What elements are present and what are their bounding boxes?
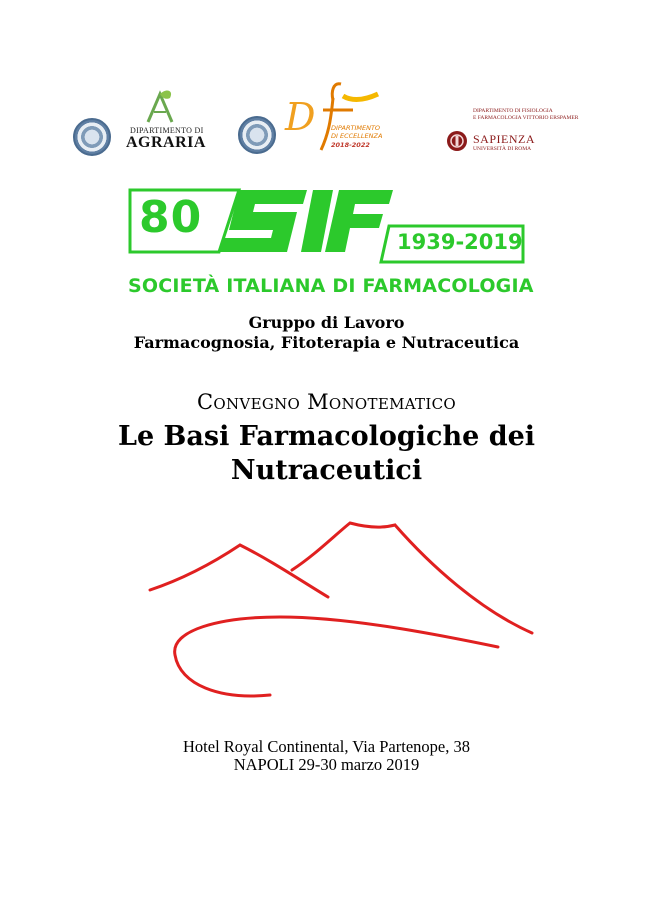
sif-society-name: SOCIETÀ ITALIANA DI FARMACOLOGIA (128, 275, 534, 297)
vesuvius-illustration (140, 515, 540, 705)
svg-text:D: D (285, 95, 316, 139)
df-label-line2: DI ECCELLENZA (331, 132, 383, 140)
event-title-line1: Le Basi Farmacologiche dei (117, 421, 536, 452)
group-subtitle: Farmacognosia, Fitoterapia e Nutraceutica (133, 333, 520, 352)
sapienza-emblem-icon (446, 130, 468, 152)
df-years: 2018-2022 (331, 141, 370, 149)
group-title: Gruppo di Lavoro (248, 313, 405, 332)
sapienza-dept-line2: E FARMACOLOGIA VITTORIO ERSPAMER (473, 115, 579, 121)
sapienza-name: SAPIENZA (473, 132, 536, 146)
agraria-logo-icon (140, 86, 180, 126)
agraria-big-label: AGRARIA (126, 134, 206, 151)
sapienza-subtitle: UNIVERSITÀ DI ROMA (473, 146, 532, 152)
sif-anniversary-number: 80 (139, 192, 203, 243)
event-type: Convegno Monotematico (197, 390, 456, 414)
venue-city-dates: NAPOLI 29-30 marzo 2019 (233, 755, 420, 774)
university-seal-center (238, 116, 276, 154)
df-label-line1: DIPARTIMENTO (331, 124, 381, 132)
sif-years: 1939-2019 (397, 230, 523, 254)
sapienza-dept-line1: DIPARTIMENTO DI FISIOLOGIA (473, 108, 553, 114)
university-seal-left (73, 118, 111, 156)
event-title-line2: Nutraceutici (230, 455, 423, 486)
agraria-small-label: DIPARTIMENTO DI (130, 126, 204, 135)
venue-address: Hotel Royal Continental, Via Partenope, 38 (183, 737, 470, 756)
